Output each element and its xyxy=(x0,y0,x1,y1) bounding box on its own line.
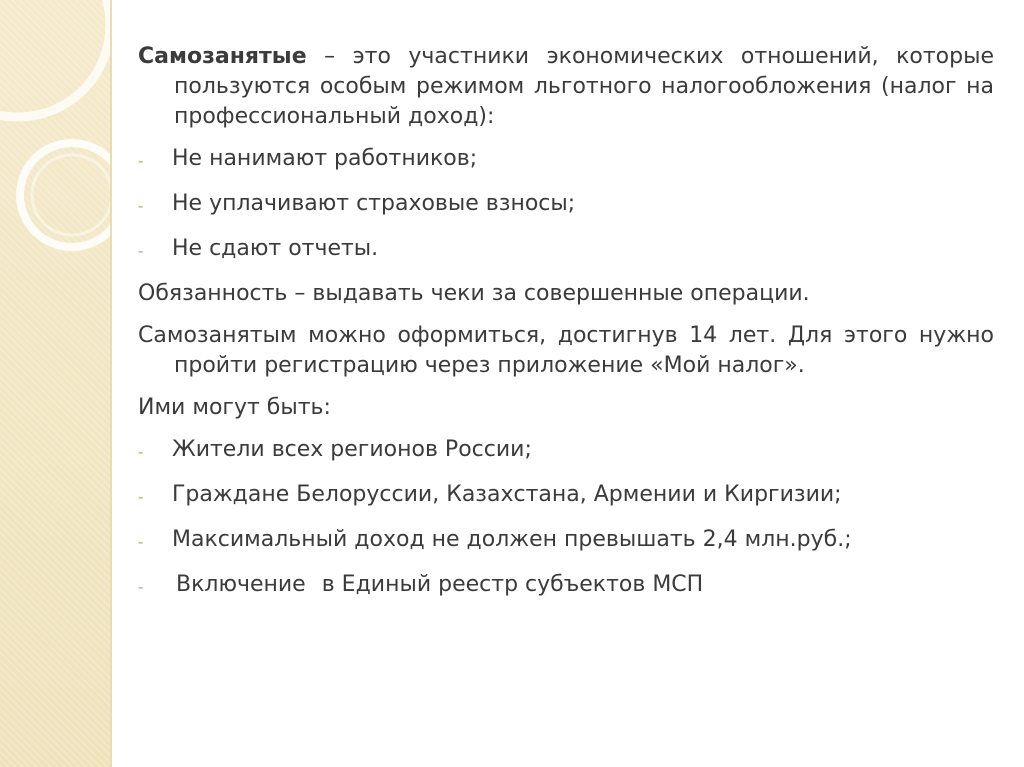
feature-text: Не нанимают работников; xyxy=(172,146,478,171)
feature-item xyxy=(138,189,994,219)
slide-content xyxy=(138,42,994,615)
dash-marker: - xyxy=(138,152,144,170)
feature-text: Не уплачивают страховые взносы; xyxy=(172,191,576,216)
decorative-rings-graphic xyxy=(0,0,110,330)
who-text: Жители всех регионов России; xyxy=(172,437,532,462)
registration-paragraph: Самозанятым можно оформиться, достигнув 14 лет. Для этого нужно пройти регистрацию через приложение «Мой налог». xyxy=(138,323,994,378)
definition-text: – это участники экономических отношений, которые пользуются особым режимом льготного налогообложения (налог на профессиональный доход): xyxy=(174,44,994,129)
definition-paragraph xyxy=(138,42,994,132)
last-item-part2: в Единый реестр субъектов МСП xyxy=(321,572,704,597)
who-item xyxy=(138,570,994,600)
who-item xyxy=(138,525,994,555)
feature-item xyxy=(138,144,994,174)
who-text: Граждане Белоруссии, Казахстана, Армении и Киргизии; xyxy=(172,482,842,507)
duty-paragraph: Обязанность – выдавать чеки за совершенные операции. xyxy=(138,281,810,306)
feature-text: Не сдают отчеты. xyxy=(172,236,379,261)
definition-term: Самозанятые xyxy=(138,44,307,69)
dash-marker: - xyxy=(138,578,144,596)
dash-marker: - xyxy=(138,197,144,215)
who-item xyxy=(138,435,994,465)
who-text: Максимальный доход не должен превышать 2,4 млн.руб.; xyxy=(172,527,852,552)
who-heading: Ими могут быть: xyxy=(138,395,331,420)
who-item xyxy=(138,480,994,510)
side-divider xyxy=(110,0,112,767)
dash-marker: - xyxy=(138,488,144,506)
feature-item xyxy=(138,234,994,264)
dash-marker: - xyxy=(138,533,144,551)
dash-marker: - xyxy=(138,443,144,461)
last-item-part1: Включение xyxy=(176,572,306,597)
dash-marker: - xyxy=(138,242,144,260)
decorative-side-panel xyxy=(0,0,110,767)
